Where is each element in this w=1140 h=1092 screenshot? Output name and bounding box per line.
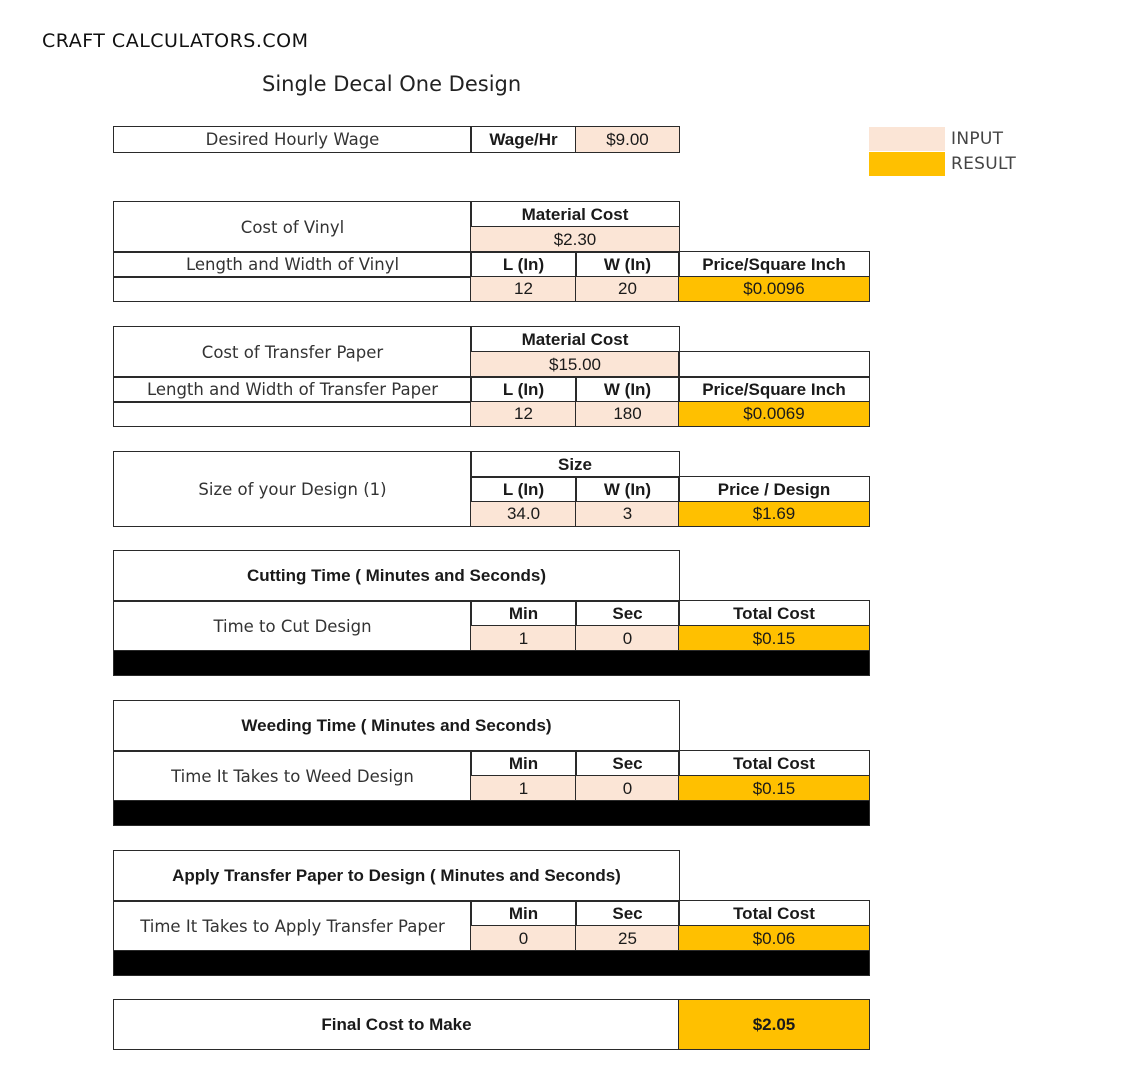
- transfer-length-input[interactable]: 12: [470, 401, 577, 427]
- vinyl-price-result: $0.0096: [678, 276, 870, 302]
- design-width-input[interactable]: 3: [575, 501, 680, 527]
- legend-result-label: RESULT: [951, 154, 1017, 174]
- vinyl-price-header: Price/Square Inch: [678, 251, 870, 278]
- vinyl-width-input[interactable]: 20: [575, 276, 680, 302]
- apply-sec-input[interactable]: 25: [575, 925, 680, 952]
- legend-input-label: INPUT: [951, 129, 1004, 149]
- design-size-header: Size: [470, 451, 680, 478]
- design-size-label: Size of your Design (1): [113, 451, 472, 527]
- weeding-total-header: Total Cost: [678, 750, 870, 777]
- legend-input: [869, 127, 1049, 151]
- wage-header: Wage/Hr: [470, 126, 577, 153]
- page-title: Single Decal One Design: [262, 72, 522, 96]
- transfer-price-header: Price/Square Inch: [678, 376, 870, 403]
- vinyl-material-header: Material Cost: [470, 201, 680, 228]
- vinyl-length-header: L (In): [470, 251, 577, 278]
- vinyl-dims-label: Length and Width of Vinyl: [113, 251, 472, 278]
- vinyl-cost-label: Cost of Vinyl: [113, 201, 472, 253]
- cutting-total-result: $0.15: [678, 625, 870, 652]
- apply-min-header: Min: [470, 900, 577, 927]
- transfer-width-input[interactable]: 180: [575, 401, 680, 427]
- design-price-result: $1.69: [678, 501, 870, 527]
- transfer-dims-label: Length and Width of Transfer Paper: [113, 376, 472, 403]
- transfer-material-header: Material Cost: [470, 326, 680, 353]
- transfer-cost-label: Cost of Transfer Paper: [113, 326, 472, 378]
- weeding-min-input[interactable]: 1: [470, 775, 577, 802]
- apply-total-header: Total Cost: [678, 900, 870, 927]
- weeding-sec-header: Sec: [575, 750, 680, 777]
- legend-result: [869, 152, 1049, 176]
- cutting-sec-header: Sec: [575, 600, 680, 627]
- cutting-label: Time to Cut Design: [113, 600, 472, 652]
- design-length-header: L (In): [470, 476, 577, 503]
- apply-min-input[interactable]: 0: [470, 925, 577, 952]
- legend-result-swatch: [869, 152, 945, 176]
- weeding-min-header: Min: [470, 750, 577, 777]
- transfer-empty-cell: [113, 401, 472, 427]
- transfer-material-cost-input[interactable]: $15.00: [470, 351, 680, 378]
- vinyl-empty-cell: [113, 276, 472, 302]
- wage-label: Desired Hourly Wage: [113, 126, 472, 153]
- weeding-sec-input[interactable]: 0: [575, 775, 680, 802]
- transfer-width-header: W (In): [575, 376, 680, 403]
- final-cost-result: $2.05: [678, 999, 870, 1050]
- legend: [869, 127, 1049, 177]
- brand-logo-text: CRAFT CALCULATORS.COM: [42, 30, 309, 52]
- design-price-header: Price / Design: [678, 476, 870, 503]
- apply-separator-bar: [113, 950, 870, 976]
- vinyl-material-cost-input[interactable]: $2.30: [470, 226, 680, 253]
- legend-input-swatch: [869, 127, 945, 151]
- apply-total-result: $0.06: [678, 925, 870, 952]
- final-cost-label: Final Cost to Make: [113, 999, 680, 1050]
- design-length-input[interactable]: 34.0: [470, 501, 577, 527]
- cutting-min-input[interactable]: 1: [470, 625, 577, 652]
- wage-input[interactable]: $9.00: [575, 126, 680, 153]
- weeding-total-result: $0.15: [678, 775, 870, 802]
- apply-title: Apply Transfer Paper to Design ( Minutes and Seconds): [113, 850, 680, 902]
- transfer-price-result: $0.0069: [678, 401, 870, 427]
- apply-sec-header: Sec: [575, 900, 680, 927]
- transfer-empty-cell-top: [678, 351, 870, 378]
- transfer-length-header: L (In): [470, 376, 577, 403]
- cutting-sec-input[interactable]: 0: [575, 625, 680, 652]
- cutting-min-header: Min: [470, 600, 577, 627]
- cutting-total-header: Total Cost: [678, 600, 870, 627]
- weeding-separator-bar: [113, 800, 870, 826]
- vinyl-length-input[interactable]: 12: [470, 276, 577, 302]
- design-width-header: W (In): [575, 476, 680, 503]
- weeding-label: Time It Takes to Weed Design: [113, 750, 472, 802]
- cutting-title: Cutting Time ( Minutes and Seconds): [113, 550, 680, 602]
- apply-label: Time It Takes to Apply Transfer Paper: [113, 900, 472, 952]
- weeding-title: Weeding Time ( Minutes and Seconds): [113, 700, 680, 752]
- vinyl-width-header: W (In): [575, 251, 680, 278]
- cutting-separator-bar: [113, 650, 870, 676]
